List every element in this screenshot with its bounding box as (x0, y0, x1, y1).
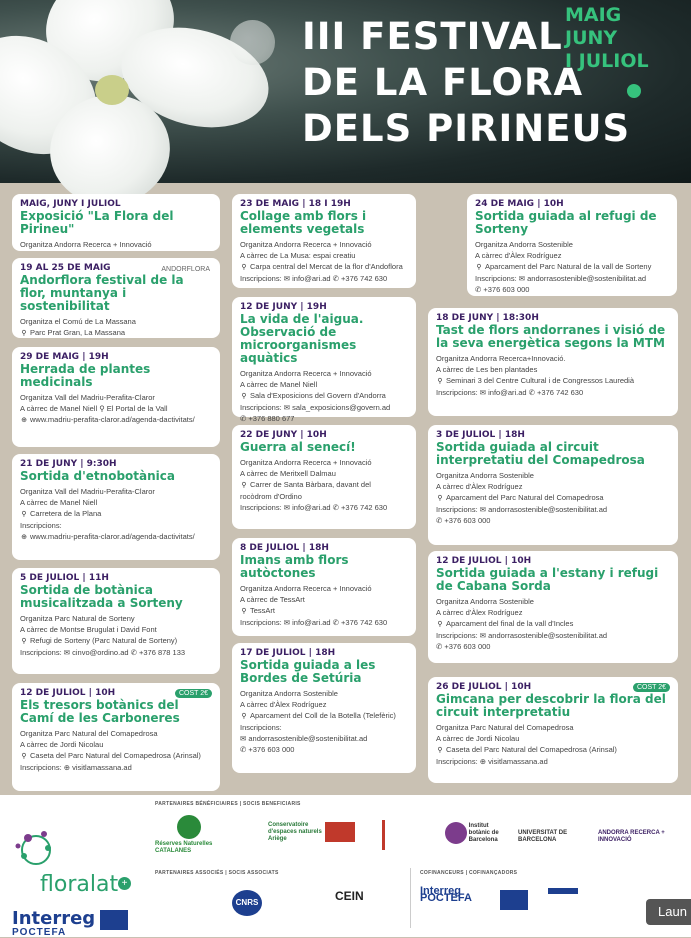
event-card (12, 568, 220, 674)
event-title: Tast de flors andorranes i visió de la seva energètica segons la MTM (436, 323, 666, 350)
event-date: 12 DE JULIOL | 10H (20, 688, 116, 698)
event-detail-text: Organitza Parc Natural de Sorteny (20, 614, 135, 623)
event-detail-line (20, 486, 212, 497)
cost-badge: COST 2€ (175, 689, 212, 698)
event-card (467, 194, 677, 296)
event-date: 21 DE JUNY | 9:30H (20, 459, 117, 469)
event-detail-text: A càrrec de La Musa: espai creatiu (240, 251, 356, 260)
event-detail-text: Caseta del Parc Natural del Comapedrosa (Arinsal) (30, 751, 201, 760)
event-detail-line (436, 733, 670, 744)
event-detail-line (436, 481, 670, 492)
location-pin-icon: ⚲ (437, 621, 443, 628)
poctefa-logo: POCTEFA (12, 927, 67, 938)
event-detail-line (240, 457, 408, 468)
event-detail-line (240, 502, 408, 513)
event-detail-text: ✆ +376 603 000 (240, 745, 295, 754)
event-detail-line (240, 261, 408, 273)
event-date: 17 DE JULIOL | 18H (240, 648, 336, 658)
header-banner (0, 0, 691, 183)
event-detail-text: Organitza Vall del Madriu-Perafita-Claror (20, 393, 155, 402)
footer-divider (410, 868, 411, 928)
event-detail-text: A càrrec de Manel Niell ⚲ El Portal de la Vall (20, 404, 168, 413)
event-detail-line (20, 327, 212, 339)
event-detail-text: Inscripcions: ✉ info@ari.ad ✆ +376 742 630 (240, 503, 388, 512)
event-detail-text: A càrrec d'Àlex Rodríguez (475, 251, 562, 260)
location-pin-icon: ⚲ (21, 638, 27, 645)
event-detail-text: Inscripcions: ✉ info@ari.ad ✆ +376 742 630 (240, 274, 388, 283)
event-detail-text: Inscripcions: ⊕ visitlamassana.ad (20, 763, 132, 772)
event-detail-text: Organitza Andorra Recerca + Innovació (240, 240, 372, 249)
event-detail-text: A càrrec d'Àlex Rodríguez (240, 700, 327, 709)
event-title: Sortida d'etnobotànica (20, 469, 175, 483)
event-card (232, 538, 416, 636)
event-detail-text: A càrrec de TessArt (240, 595, 305, 604)
partner-logo-interreg-cofin: Interreg POCTEFA (420, 885, 472, 904)
event-detail-line (436, 387, 670, 398)
event-detail-line (240, 699, 408, 710)
event-detail-line (240, 744, 408, 755)
event-detail-text: Carretera de la Plana (30, 509, 102, 518)
event-detail-text: Organitza Andorra Recerca + Innovació (20, 240, 152, 249)
event-date: 12 DE JULIOL | 10H (436, 556, 532, 566)
event-card (232, 425, 416, 529)
event-detail-line (436, 607, 670, 618)
event-detail-line (436, 744, 670, 756)
event-detail-text: A càrrec de Les ben plantades (436, 365, 538, 374)
event-detail-text: Inscripcions: ✉ info@ari.ad ✆ +376 742 630 (240, 618, 388, 627)
event-detail-text: Inscripcions: ✉ andorrasostenible@sostenibilitat.ad (436, 631, 608, 640)
event-date: 23 DE MAIG | 18 I 19H (240, 199, 351, 209)
event-detail-text: Organitza Andorra Recerca + Innovació (240, 369, 372, 378)
event-detail-line (475, 239, 669, 250)
event-detail-line (240, 733, 408, 744)
partner-logo-reserves: Réserves Naturelles CATALANES (155, 815, 225, 855)
event-detail-line (436, 375, 670, 387)
festival-dates: MAIG JUNY I JULIOL (565, 4, 649, 72)
reserves-emblem-icon (177, 815, 201, 839)
cofinancers-heading: COFINANCEURS | COFINANÇADORS (420, 870, 518, 876)
event-detail-line (475, 273, 669, 284)
event-detail-line (20, 316, 212, 327)
event-title: Sortida guiada al circuit interpretatiu del Comapedrosa (436, 440, 645, 467)
event-detail-line (436, 364, 670, 375)
event-detail-line (20, 647, 212, 658)
event-detail-line (436, 630, 670, 641)
event-card (428, 308, 678, 416)
partner-logo-cen: Conservatoire d'espaces naturels Ariège (268, 822, 322, 842)
event-detail-text: Organitza Andorra Sostenible (436, 471, 534, 480)
event-detail-text: A càrrec de Meritxell Dalmau (240, 469, 336, 478)
event-detail-text: Inscripcions: (20, 521, 62, 530)
ibb-flower-icon (445, 822, 467, 844)
event-card (12, 194, 220, 251)
event-title: Sortida guiada al refugi de Sorteny (475, 209, 657, 236)
event-detail-text: Inscripcions: ⊕ visitlamassana.ad (436, 757, 548, 766)
event-detail-line (240, 605, 408, 617)
beneficiaries-heading: PARTENAIRES BÉNÉFICIAIRES | SOCIS BENEFICIARIS (155, 801, 301, 807)
event-card (428, 551, 678, 663)
event-detail-line (240, 273, 408, 284)
event-detail-text: rocòdrom d'Ordino (240, 492, 302, 501)
event-detail-text: ✆ +376 603 000 (436, 642, 491, 651)
location-pin-icon: ⚲ (21, 330, 27, 337)
event-detail-text: Aparcament del final de la vall d'Incles (446, 619, 574, 628)
location-pin-icon: ⚲ (241, 264, 247, 271)
event-detail-text: Carpa central del Mercat de la flor d'Andoflora (250, 262, 403, 271)
cost-badge: COST 2€ (633, 683, 670, 692)
event-detail-line (240, 583, 408, 594)
event-card (12, 454, 220, 560)
event-card (428, 677, 678, 783)
event-detail-line (20, 392, 212, 403)
event-detail-line (240, 468, 408, 479)
event-detail-line (240, 250, 408, 261)
event-card (12, 683, 220, 791)
event-detail-text: Organitza Andorra Sostenible (240, 689, 338, 698)
flower-bud (230, 20, 275, 65)
event-detail-text: Organitza Andorra Recerca + Innovació (240, 584, 372, 593)
event-detail-line (475, 250, 669, 261)
event-detail-text: Organitza Vall del Madriu-Perafita-Claror (20, 487, 155, 496)
event-date: 22 DE JUNY | 10H (240, 430, 327, 440)
event-detail-line (240, 413, 408, 424)
event-detail-line (240, 368, 408, 379)
partner-logo-ari: ANDORRA RECERCA + INNOVACIÓ (598, 830, 665, 843)
event-detail-line (240, 491, 408, 502)
festival-title: III FESTIVAL DE LA FLORA DELS PIRINEUS (302, 15, 631, 150)
partner-logo-catalunya (325, 822, 355, 842)
event-detail-text: Organitza Parc Natural del Comapedrosa (436, 723, 574, 732)
flower-center (95, 75, 129, 105)
event-title: Herrada de plantes medicinals (20, 362, 151, 389)
event-detail-line (20, 239, 212, 250)
event-detail-line (240, 594, 408, 605)
event-detail-text: A càrrec d'Àlex Rodríguez (436, 482, 523, 491)
event-detail-text: Organitza el Comú de La Massana (20, 317, 136, 326)
location-pin-icon: ⚲ (476, 264, 482, 271)
event-card (12, 258, 220, 338)
event-detail-line (436, 470, 670, 481)
event-card (428, 425, 678, 545)
event-title: Sortida guiada a l'estany i refugi de Cabana Sorda (436, 566, 659, 593)
event-detail-line (20, 728, 212, 739)
event-detail-text: Inscripcions: (240, 723, 282, 732)
event-date: 5 DE JULIOL | 11H (20, 573, 109, 583)
event-detail-text: www.madriu-perafita-claror.ad/agenda-dactivitats/ (30, 532, 195, 541)
partner-logo-ub: UNIVERSITAT DE BARCELONA (518, 830, 568, 843)
event-detail-line (436, 504, 670, 515)
event-detail-text: Parc Prat Gran, La Massana (30, 328, 126, 337)
event-title: Sortida guiada a les Bordes de Setúria (240, 658, 376, 685)
event-detail-line (20, 531, 212, 543)
event-detail-line (240, 390, 408, 402)
location-pin-icon: ⚲ (241, 608, 247, 615)
event-detail-text: www.madriu-perafita-claror.ad/agenda-dactivitats/ (30, 415, 195, 424)
event-detail-line (20, 762, 212, 773)
event-detail-text: Aparcament del Parc Natural del Comapedrosa (446, 493, 604, 502)
event-date: MAIG, JUNY I JULIOL (20, 199, 121, 209)
event-title: Els tresors botànics del Camí de les Carboneres (20, 698, 180, 725)
flower-icon (627, 84, 641, 98)
location-pin-icon: ⚲ (241, 393, 247, 400)
event-detail-line (20, 750, 212, 762)
event-detail-text: Organitza Andorra Recerca+Innovació. (436, 354, 566, 363)
event-detail-line (20, 520, 212, 531)
event-detail-line (20, 624, 212, 635)
event-detail-text: Inscripcions: ✉ andorrasostenible@sostenibilitat.ad (436, 505, 608, 514)
floralat-logo-text: floralat (40, 872, 119, 897)
partner-logo-ibb: Institut botànic de Barcelona (445, 822, 505, 844)
event-detail-line (436, 722, 670, 733)
event-date: 24 DE MAIG | 10H (475, 199, 564, 209)
event-title: Collage amb flors i elements vegetals (240, 209, 367, 236)
event-detail-line (20, 613, 212, 624)
floralat-plus-icon: + (118, 877, 131, 890)
location-pin-icon: ⚲ (437, 747, 443, 754)
event-date: 26 DE JULIOL | 10H (436, 682, 532, 692)
location-pin-icon: ⚲ (241, 482, 247, 489)
event-date: 3 DE JULIOL | 18H (436, 430, 525, 440)
location-pin-icon: ⚲ (437, 495, 443, 502)
event-detail-line (20, 497, 212, 508)
event-title: Sortida de botànica musicalitzada a Sorteny (20, 583, 183, 610)
event-detail-text: Inscripcions: ✉ andorrasostenible@sostenibilitat.ad (475, 274, 647, 283)
event-detail-text: Refugi de Sorteny (Parc Natural de Sorteny) (30, 636, 178, 645)
event-date: 8 DE JULIOL | 18H (240, 543, 329, 553)
partner-logo-cnrs: CNRS (232, 890, 262, 916)
event-detail-line (475, 284, 669, 295)
event-detail-text: Organitza Andorra Sostenible (475, 240, 573, 249)
event-detail-text: Aparcament del Coll de la Botella (Telefèric) (250, 711, 396, 720)
event-detail-text: Carrer de Santa Bàrbara, davant del (250, 480, 371, 489)
event-detail-line (20, 635, 212, 647)
event-detail-line (436, 596, 670, 607)
launch-button[interactable]: Laun (646, 899, 691, 925)
event-detail-line (240, 379, 408, 390)
event-detail-text: Organitza Andorra Recerca + Innovació (240, 458, 372, 467)
event-detail-text: Organitza Parc Natural del Comapedrosa (20, 729, 158, 738)
event-detail-text: A càrrec d'Àlex Rodríguez (436, 608, 523, 617)
location-pin-icon: ⚲ (241, 713, 247, 720)
event-detail-text: Organitza Andorra Sostenible (436, 597, 534, 606)
event-card (232, 297, 416, 423)
eu-flag-cofin-icon (500, 890, 528, 910)
event-detail-line (436, 353, 670, 364)
event-detail-line (240, 710, 408, 722)
event-detail-text: A càrrec de Montse Brugulat i David Font (20, 625, 157, 634)
event-detail-text: Aparcament del Parc Natural de la vall de Sorteny (485, 262, 652, 271)
event-title: Imans amb flors autòctones (240, 553, 349, 580)
event-detail-line (20, 403, 212, 414)
event-detail-text: Inscripcions: ✉ sala_exposicions@govern.ad (240, 403, 391, 412)
globe-icon: ⊕ (21, 417, 27, 424)
event-title: Gimcana per descobrir la flora del circuit interpretatiu (436, 692, 666, 719)
eu-flag-icon (100, 910, 128, 930)
andorflora-logo: ANDORFLORA (161, 266, 210, 273)
event-detail-line (240, 402, 408, 413)
event-date: 19 AL 25 DE MAIG (20, 263, 111, 273)
event-detail-line (436, 492, 670, 504)
associates-heading: PARTENAIRES ASSOCIÉS | SOCIS ASSOCIATS (155, 870, 279, 876)
event-title: Exposició "La Flora del Pirineu" (20, 209, 174, 236)
event-detail-line (240, 239, 408, 250)
event-card (12, 347, 220, 447)
event-detail-line (240, 722, 408, 733)
event-detail-text: ✆ +376 880 677 (240, 414, 295, 423)
event-detail-text: Sala d'Exposicions del Govern d'Andorra (250, 391, 386, 400)
event-card (232, 194, 416, 288)
event-date: 29 DE MAIG | 19H (20, 352, 109, 362)
event-detail-text: ✆ +376 603 000 (436, 516, 491, 525)
event-detail-text: ✆ +376 603 000 (475, 285, 530, 294)
event-title: Andorflora festival de la flor, muntanya i sostenibilitat (20, 273, 184, 313)
event-detail-line (20, 414, 212, 426)
event-detail-text: Caseta del Parc Natural del Comapedrosa (Arinsal) (446, 745, 617, 754)
event-detail-line (20, 508, 212, 520)
event-detail-line (436, 515, 670, 526)
location-pin-icon: ⚲ (21, 511, 27, 518)
event-date: 18 DE JUNY | 18:30H (436, 313, 539, 323)
event-detail-text: TessArt (250, 606, 276, 615)
event-detail-line (436, 641, 670, 652)
event-detail-line (436, 756, 670, 767)
event-detail-line (240, 688, 408, 699)
event-detail-line (20, 739, 212, 750)
event-title: La vida de l'aigua. Observació de microorganismes aquàtics (240, 312, 364, 365)
event-detail-line (240, 617, 408, 628)
event-detail-text: Seminari 3 del Centre Cultural i de Congressos Lauredià (446, 376, 635, 385)
interreg-logo: Interreg (12, 908, 96, 929)
event-card (232, 643, 416, 773)
event-date: 12 DE JUNY | 19H (240, 302, 327, 312)
event-detail-text: A càrrec de Manel Niell (240, 380, 318, 389)
event-detail-text: A càrrec de Jordi Nicolau (436, 734, 520, 743)
partner-logo-prefet (548, 888, 578, 913)
location-pin-icon: ⚲ (21, 753, 27, 760)
event-detail-text: A càrrec de Jordi Nicolau (20, 740, 104, 749)
event-detail-text: Inscripcions: ✉ info@ari.ad ✆ +376 742 630 (436, 388, 584, 397)
event-detail-text: A càrrec de Manel Niell (20, 498, 98, 507)
partner-logo-cein: CEIN (335, 889, 364, 903)
event-detail-line (475, 261, 669, 273)
location-pin-icon: ⚲ (437, 378, 443, 385)
event-title: Guerra al senecí! (240, 440, 356, 454)
globe-icon: ⊕ (21, 534, 27, 541)
event-detail-text: ✉ andorrasostenible@sostenibilitat.ad (240, 734, 368, 743)
partner-logo-generalitat (382, 820, 432, 850)
event-detail-text: Inscripcions: ✉ cinvo@ordino.ad ✆ +376 878 133 (20, 648, 186, 657)
event-detail-line (436, 618, 670, 630)
event-detail-line (240, 479, 408, 491)
